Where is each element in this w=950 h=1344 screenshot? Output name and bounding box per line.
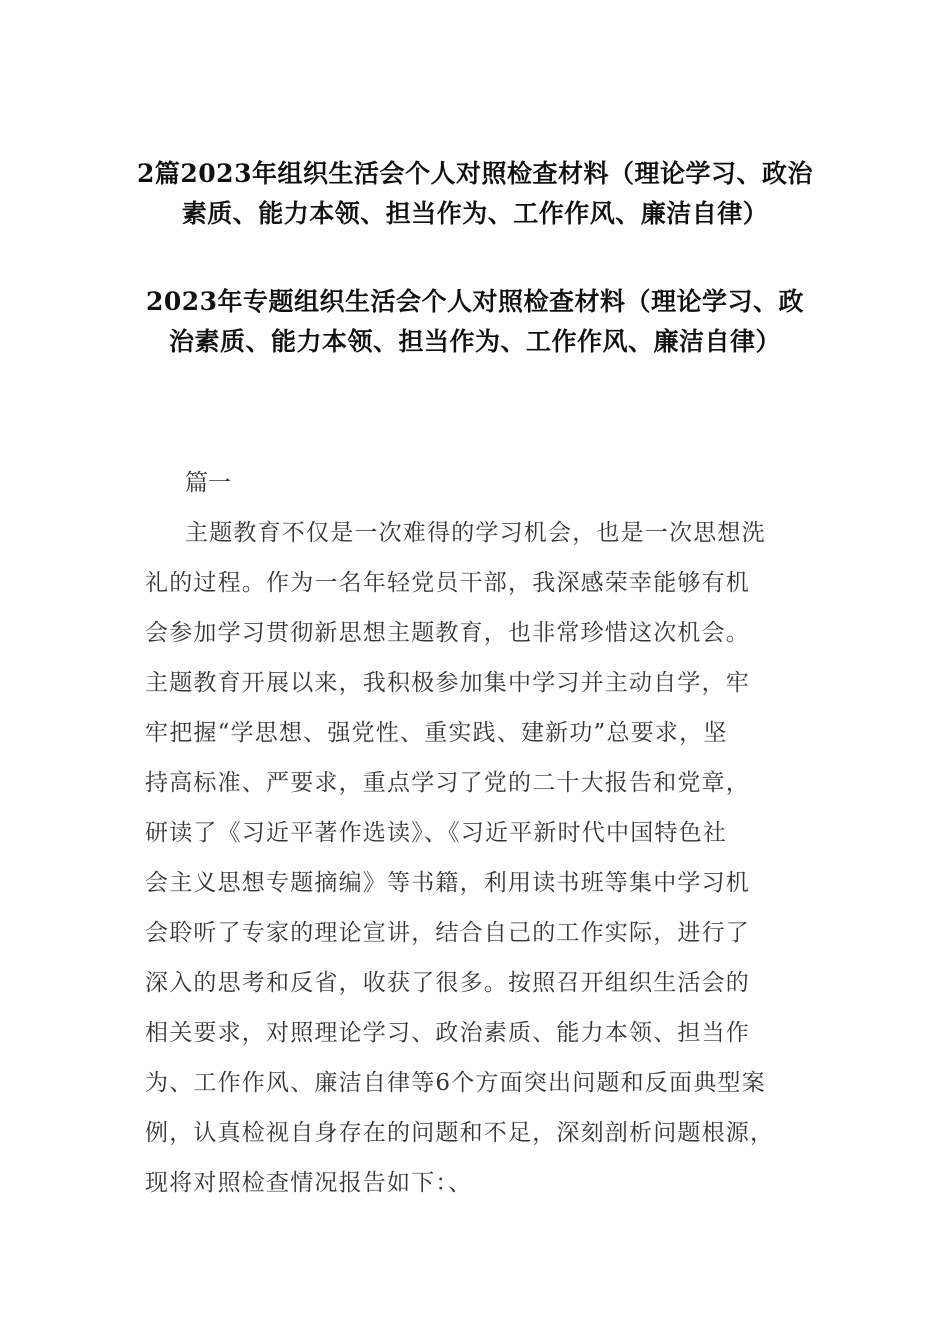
body-line-10: 深入的思考和反省，收获了很多。按照召开组织生活会的	[145, 970, 750, 996]
body-line-5: 牢把握“学思想、强党性、重实践、建新功”总要求，坚	[145, 720, 728, 746]
body-line-11: 相关要求，对照理论学习、政治素质、能力本领、担当作	[145, 1020, 750, 1046]
body-line-14: 现将对照检查情况报告如下：、	[145, 1170, 473, 1196]
body-line-6: 持高标准、严要求，重点学习了党的二十大报告和党章，	[145, 770, 750, 796]
body-line-8: 会主义思想专题摘编》等书籍，利用读书班等集中学习机	[145, 870, 750, 896]
body-line-3: 会参加学习贯彻新思想主题教育，也非常珍惜这次机会。	[145, 620, 750, 646]
document-subtitle-line-1: 2023年专题组织生活会个人对照检查材料（理论学习、政	[145, 287, 805, 316]
document-title-line-1: 2篇2023年组织生活会个人对照检查材料（理论学习、政治	[137, 159, 813, 188]
section-label: 篇一	[185, 470, 231, 496]
document-title-line-2: 素质、能力本领、担当作为、工作作风、廉洁自律）	[181, 199, 769, 228]
body-line-4: 主题教育开展以来，我积极参加集中学习并主动自学，牢	[145, 670, 750, 696]
body-line-12: 为、工作作风、廉洁自律等6个方面突出问题和反面典型案	[145, 1070, 766, 1096]
document-subtitle	[120, 282, 830, 362]
document-subtitle-line-2: 治素质、能力本领、担当作为、工作作风、廉洁自律）	[168, 327, 781, 356]
body-line-2: 礼的过程。作为一名年轻党员干部，我深感荣幸能够有机	[145, 570, 750, 596]
body-line-13: 例，认真检视自身存在的问题和不足，深刻剖析问题根源，	[145, 1120, 775, 1146]
body-line-7: 研读了《习近平著作选读》、《习近平新时代中国特色社	[145, 820, 727, 846]
document-title	[120, 154, 830, 234]
body-line-1: 主题教育不仅是一次难得的学习机会，也是一次思想洗	[185, 520, 766, 546]
body-line-9: 会聆听了专家的理论宣讲，结合自己的工作实际，进行了	[145, 920, 750, 946]
